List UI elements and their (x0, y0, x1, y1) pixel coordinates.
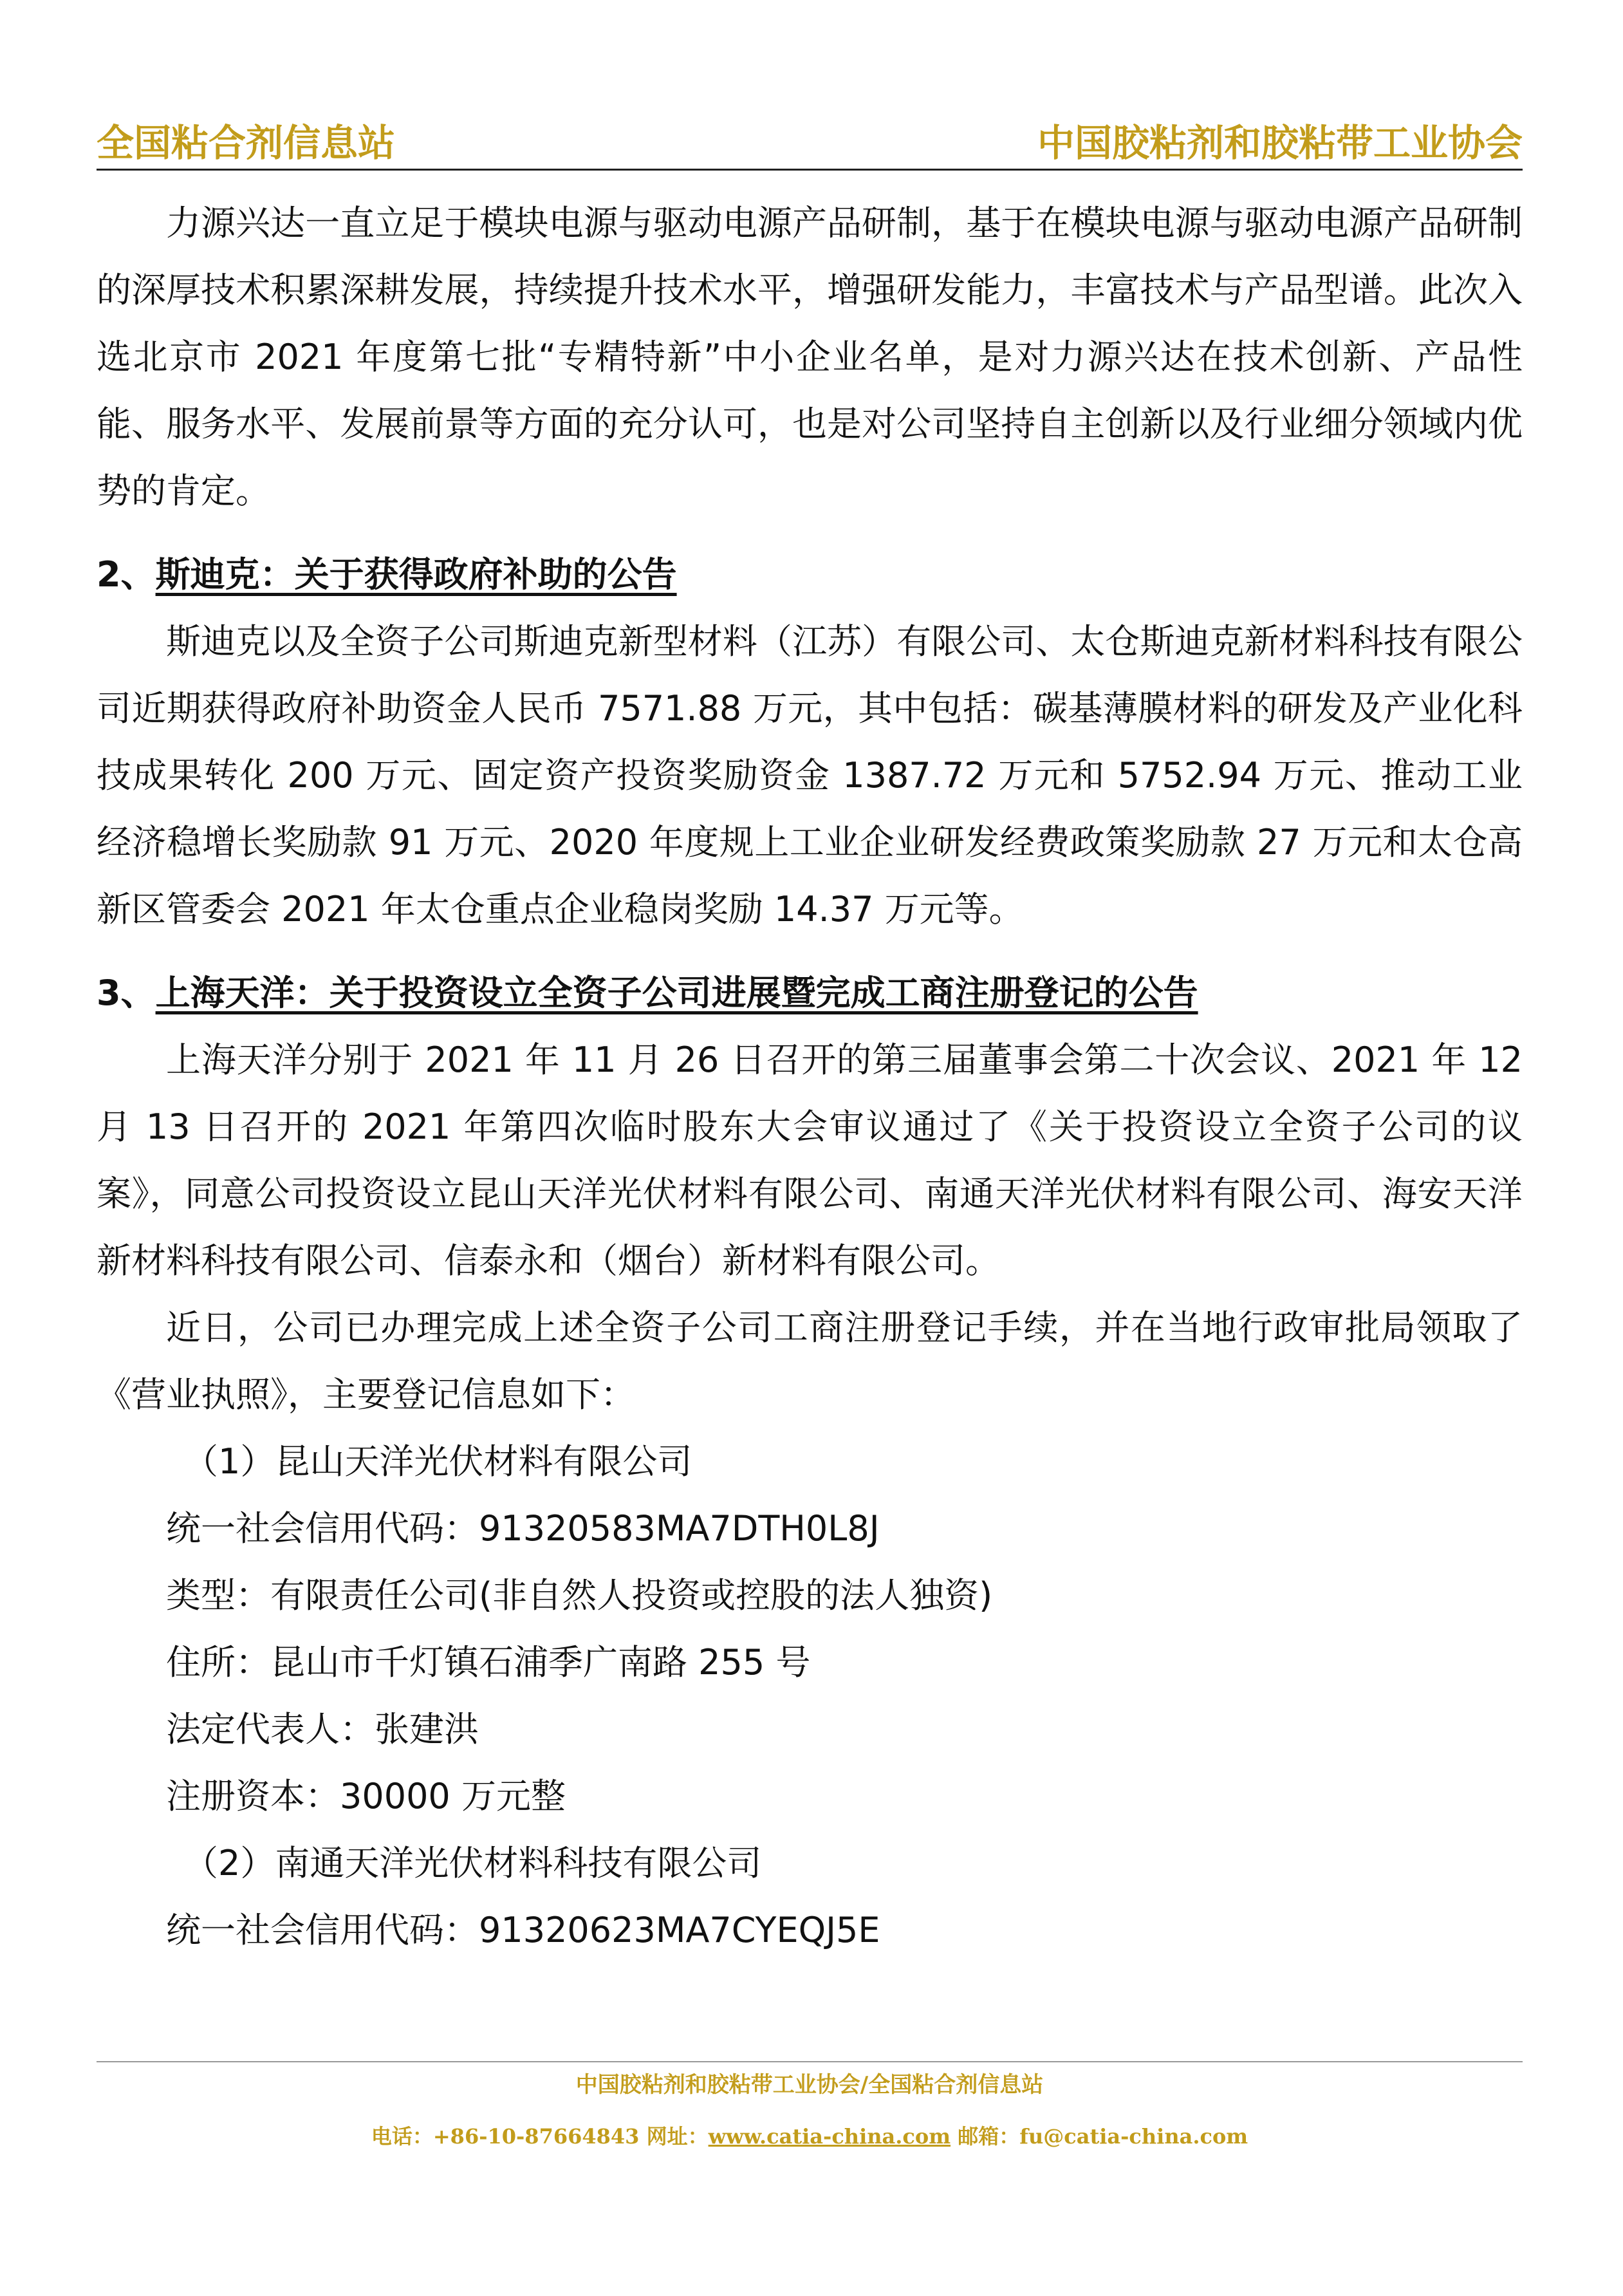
section-number: 3、 (97, 973, 156, 1013)
email-address: fu@catia-china.com (1019, 2124, 1248, 2149)
registration-detail: 统一社会信用代码：91320623MA7CYEQJ5E (166, 1910, 880, 1950)
header-left-title: 全国粘合剂信息站 (97, 121, 396, 165)
page-header (97, 117, 1523, 169)
registration-detail: 类型：有限责任公司(非自然人投资或控股的法人独资) (166, 1575, 993, 1616)
footer-divider (97, 2061, 1523, 2062)
registration-detail: 统一社会信用代码：91320583MA7DTH0L8J (166, 1508, 880, 1549)
registration-detail: 住所：昆山市千灯镇石浦季广南路 255 号 (166, 1642, 811, 1683)
section-2 (97, 541, 1523, 943)
phone-number: +86-10-87664843 (432, 2124, 640, 2149)
section-heading (97, 960, 1523, 1027)
section-3 (97, 960, 1523, 1964)
section-title: 上海天洋：关于投资设立全资子公司进展暨完成工商注册登记的公告 (155, 973, 1198, 1013)
company-item-heading: （1）昆山天洋光伏材料有限公司 (183, 1441, 692, 1482)
registration-detail: 法定代表人：张建洪 (166, 1709, 479, 1750)
registration-detail: 注册资本：30000 万元整 (166, 1776, 566, 1816)
website-link[interactable]: www.catia-china.com (708, 2124, 951, 2149)
email-label: 邮箱： (951, 2124, 1020, 2149)
footer-contact (97, 2115, 1523, 2158)
section-number: 2、 (97, 554, 156, 595)
document-body (97, 190, 1523, 1964)
section-heading (97, 541, 1523, 608)
phone-label: 电话： (371, 2124, 433, 2149)
section-title: 斯迪克：关于获得政府补助的公告 (155, 554, 677, 595)
header-divider (97, 169, 1523, 171)
footer-organization: 中国胶粘剂和胶粘带工业协会/全国粘合剂信息站 (575, 2072, 1044, 2098)
section-paragraph: 近日，公司已办理完成上述全资子公司工商注册登记手续，并在当地行政审批局领取了《营业执照》，主要登记信息如下： (97, 1307, 1523, 1415)
intro-paragraph: 力源兴达一直立足于模块电源与驱动电源产品研制，基于在模块电源与驱动电源产品研制的深厚技术积累深耕发展，持续提升技术水平，增强研发能力，丰富技术与产品型谱。此次入选北京市 2021 年度第七批“专精特新”中小企业名单，是对力源兴达在技术创新、产品性能、服务水平、发展前景等方面的充分认可，也是对公司坚持自主创新以及行业细分领域内优势的肯定。 (97, 203, 1523, 511)
section-paragraph: 斯迪克以及全资子公司斯迪克新型材料（江苏）有限公司、太仓斯迪克新材料科技有限公司近期获得政府补助资金人民币 7571.88 万元，其中包括：碳基薄膜材料的研发及产业化科技成果转化 200 万元、固定资产投资奖励资金 1387.72 万元和 5752.94 万元、推动工业经济稳增长奖励款 91 万元、2020 年度规上工业企业研发经费政策奖励款 27 万元和太仓高新区管委会 2021 年太仓重点企业稳岗奖励 14.37 万元等。 (97, 621, 1523, 929)
company-item-heading: （2）南通天洋光伏材料科技有限公司 (183, 1843, 762, 1883)
section-paragraph: 上海天洋分别于 2021 年 11 月 26 日召开的第三届董事会第二十次会议、2021 年 12 月 13 日召开的 2021 年第四次临时股东大会审议通过了《关于投资设立全资子公司的议案》，同意公司投资设立昆山天洋光伏材料有限公司、南通天洋光伏材料有限公司、海安天洋新材料科技有限公司、信泰永和（烟台）新材料有限公司。 (97, 1040, 1523, 1281)
website-label: 网址： (639, 2124, 709, 2149)
header-right-title: 中国胶粘剂和胶粘带工业协会 (1037, 121, 1523, 165)
